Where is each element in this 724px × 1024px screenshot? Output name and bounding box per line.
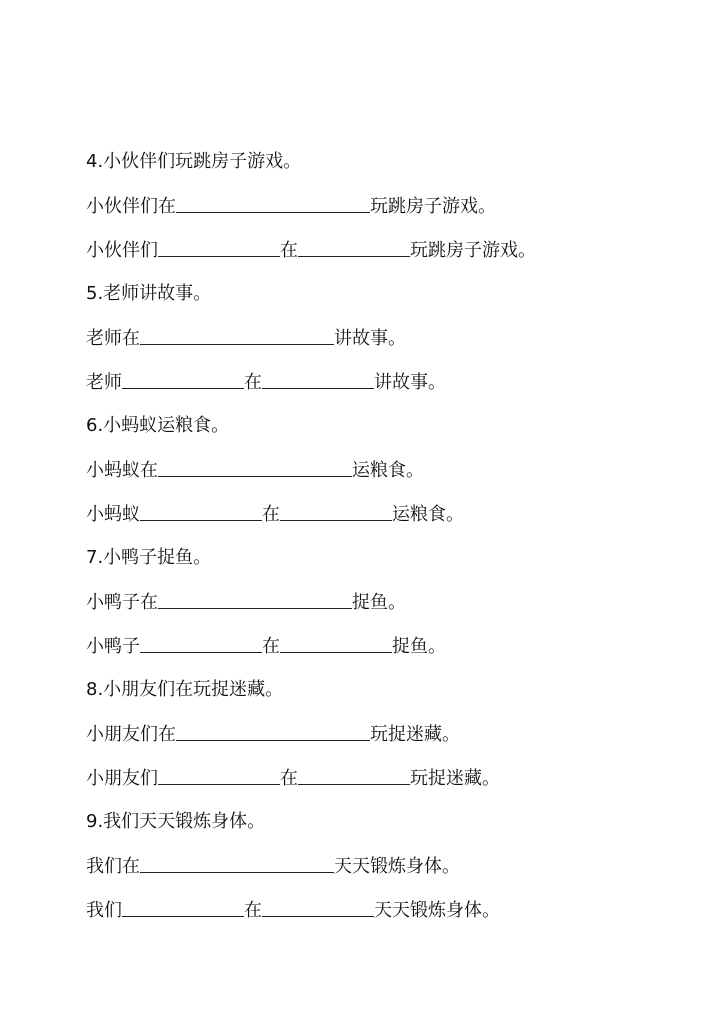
exercise-6-sentence-b (86, 501, 464, 527)
exercise-9-sentence-b (86, 897, 500, 923)
exercise-8-sentence-a (86, 721, 460, 747)
sentence-prefix: 小朋友们 (86, 768, 158, 789)
fill-blank[interactable] (140, 502, 262, 521)
sentence-suffix: 天天锻炼身体。 (334, 856, 460, 877)
exercise-5-sentence-a (86, 325, 406, 351)
fill-blank[interactable] (140, 854, 334, 873)
fill-blank[interactable] (158, 590, 352, 609)
fill-blank[interactable] (158, 766, 280, 785)
sentence-suffix: 玩捉迷藏。 (370, 724, 460, 745)
exercise-7-sentence-a (86, 589, 406, 615)
exercise-4-sentence-a (86, 193, 496, 219)
sentence-prefix: 我们在 (86, 856, 140, 877)
fill-blank[interactable] (280, 502, 392, 521)
sentence-suffix: 运粮食。 (352, 460, 424, 481)
fill-blank[interactable] (262, 898, 374, 917)
sentence-prefix: 老师在 (86, 328, 140, 349)
sentence-suffix: 运粮食。 (392, 504, 464, 525)
sentence-suffix: 捉鱼。 (352, 592, 406, 613)
fill-blank[interactable] (122, 898, 244, 917)
fill-blank[interactable] (140, 326, 334, 345)
fill-blank[interactable] (176, 194, 370, 213)
fill-blank[interactable] (262, 370, 374, 389)
exercise-5-title: 5.老师讲故事。 (86, 283, 212, 304)
fill-blank[interactable] (176, 722, 370, 741)
fill-blank[interactable] (140, 634, 262, 653)
sentence-suffix: 玩捉迷藏。 (410, 768, 500, 789)
fill-blank[interactable] (298, 766, 410, 785)
fill-blank[interactable] (280, 634, 392, 653)
sentence-prefix: 我们 (86, 900, 122, 921)
sentence-prefix: 小蚂蚁在 (86, 460, 158, 481)
sentence-prefix: 小朋友们在 (86, 724, 176, 745)
exercise-9-title: 9.我们天天锻炼身体。 (86, 811, 266, 832)
sentence-middle: 在 (262, 636, 280, 657)
fill-blank[interactable] (298, 238, 410, 257)
exercise-5-sentence-b (86, 369, 446, 395)
sentence-prefix: 老师 (86, 372, 122, 393)
fill-blank[interactable] (158, 458, 352, 477)
exercise-8-title: 8.小朋友们在玩捉迷藏。 (86, 679, 284, 700)
exercise-9-sentence-a (86, 853, 460, 879)
sentence-suffix: 捉鱼。 (392, 636, 446, 657)
sentence-suffix: 玩跳房子游戏。 (410, 240, 536, 261)
sentence-middle: 在 (244, 900, 262, 921)
sentence-middle: 在 (280, 768, 298, 789)
exercise-7-title: 7.小鸭子捉鱼。 (86, 547, 212, 568)
exercise-8-sentence-b (86, 765, 500, 791)
sentence-suffix: 讲故事。 (374, 372, 446, 393)
exercise-7-sentence-b (86, 633, 446, 659)
sentence-prefix: 小蚂蚁 (86, 504, 140, 525)
exercise-6-title: 6.小蚂蚁运粮食。 (86, 415, 230, 436)
sentence-middle: 在 (262, 504, 280, 525)
sentence-prefix: 小伙伴们在 (86, 196, 176, 217)
sentence-prefix: 小鸭子在 (86, 592, 158, 613)
sentence-prefix: 小鸭子 (86, 636, 140, 657)
sentence-prefix: 小伙伴们 (86, 240, 158, 261)
fill-blank[interactable] (122, 370, 244, 389)
sentence-middle: 在 (280, 240, 298, 261)
sentence-middle: 在 (244, 372, 262, 393)
exercise-6-sentence-a (86, 457, 424, 483)
exercise-4-sentence-b (86, 237, 536, 263)
exercise-4-title: 4.小伙伴们玩跳房子游戏。 (86, 151, 302, 172)
fill-blank[interactable] (158, 238, 280, 257)
sentence-suffix: 天天锻炼身体。 (374, 900, 500, 921)
sentence-suffix: 讲故事。 (334, 328, 406, 349)
sentence-suffix: 玩跳房子游戏。 (370, 196, 496, 217)
